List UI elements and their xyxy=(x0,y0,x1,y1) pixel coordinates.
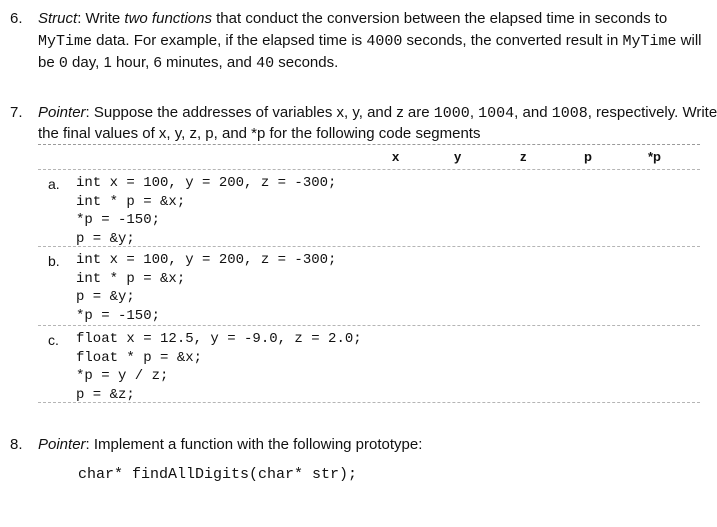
question-8-line-1: Pointer: Implement a function with the following prototype: xyxy=(38,436,423,453)
question-6-emphasis: two functions xyxy=(124,10,212,27)
question-6-line-3: be 0 day, 1 hour, 6 minutes, and 40 seconds. xyxy=(38,54,339,72)
code-segment-b: int x = 100, y = 200, z = -300; int * p = &x; p = &y; *p = -150; xyxy=(76,252,337,324)
segment-label: b. xyxy=(48,253,60,269)
segment-label: c. xyxy=(48,332,59,348)
table-header xyxy=(38,144,700,170)
question-6-topic: Struct xyxy=(38,10,78,27)
code-segment-c: float x = 12.5, y = -9.0, z = 2.0; float * p = &x; *p = y / z; p = &z; xyxy=(76,331,362,403)
question-6-line-2: MyTime data. For example, if the elapsed time is 4000 seconds, the converted result in MyTime will xyxy=(38,32,702,50)
column-header-y: y xyxy=(454,149,462,164)
function-prototype: char* findAllDigits(char* str); xyxy=(78,466,358,483)
column-header-x: x xyxy=(392,149,400,164)
mytime-code: MyTime xyxy=(38,33,93,50)
segment-label: a. xyxy=(48,176,60,192)
question-7-topic: Pointer xyxy=(38,104,86,121)
column-header-p: p xyxy=(584,149,592,164)
question-8-topic: Pointer xyxy=(38,436,86,453)
table-row-b xyxy=(38,247,700,326)
question-6-line-1: Struct: Write two functions that conduct the conversion between the elapsed time in seconds to xyxy=(38,10,668,27)
question-7-number: 7. xyxy=(10,104,23,121)
column-header-z: z xyxy=(520,149,527,164)
question-7-line-2: the final values of x, y, z, p, and *p for the following code segments xyxy=(38,125,481,142)
question-7-line-1: Pointer: Suppose the addresses of variables x, y, and z are 1000, 1004, and 1008, respectively. Write xyxy=(38,104,717,122)
table-row-c xyxy=(38,326,700,403)
column-header-deref-p: *p xyxy=(648,149,661,164)
question-6-number: 6. xyxy=(10,10,23,27)
question-8-number: 8. xyxy=(10,436,23,453)
answer-table xyxy=(38,144,700,403)
table-row-a xyxy=(38,170,700,247)
code-segment-a: int x = 100, y = 200, z = -300; int * p = &x; *p = -150; p = &y; xyxy=(76,175,337,247)
